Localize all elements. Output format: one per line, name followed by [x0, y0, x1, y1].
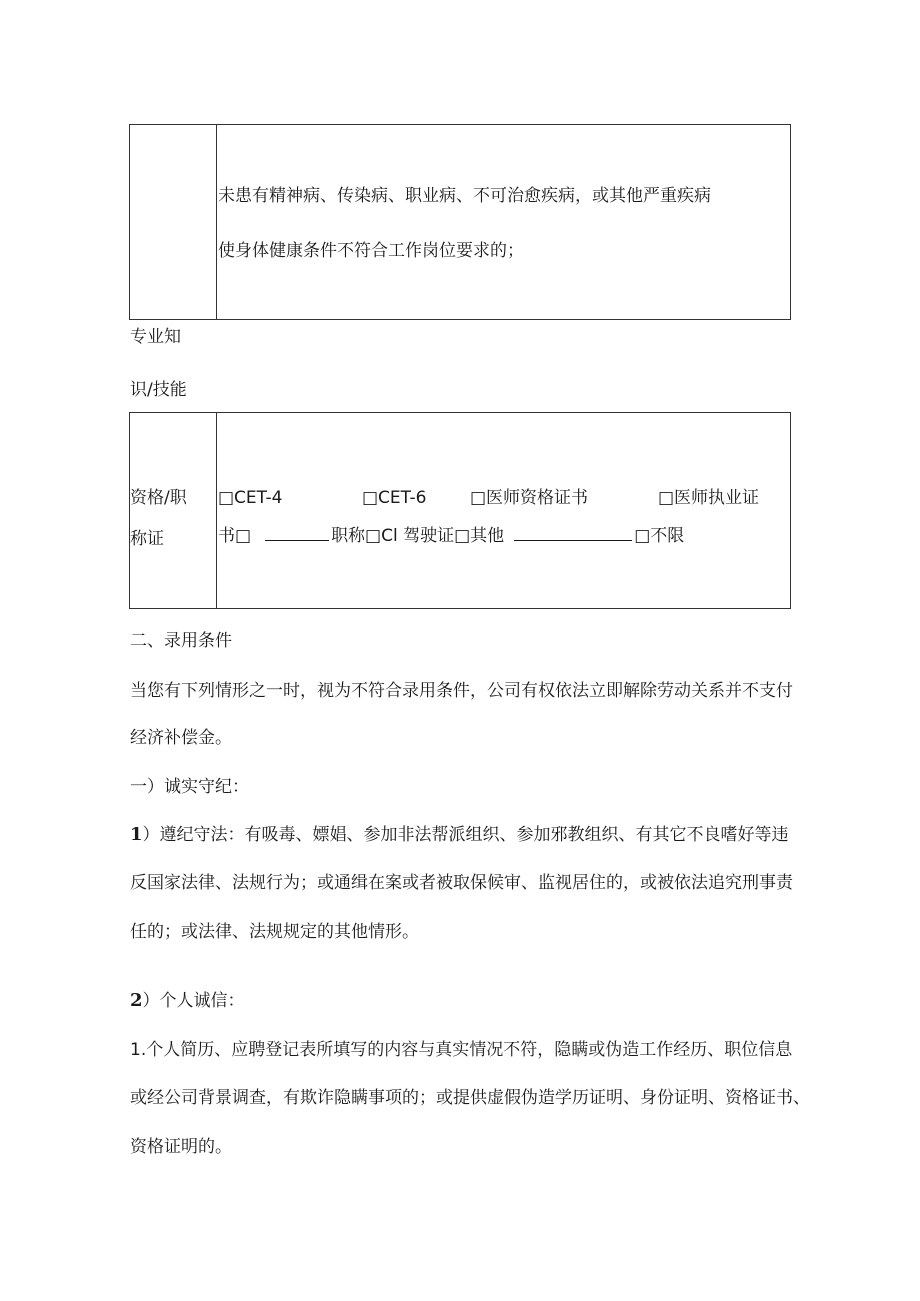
health-line-2: 使身体健康条件不符合工作岗位要求的； — [218, 241, 524, 261]
option-doctor-practice: □医师执业证 — [658, 488, 760, 508]
paragraph1-line-1: 1.个人简历、应聘登记表所填写的内容与真实情况不符，隐瞒或伪造工作经历、职位信息 — [130, 1040, 793, 1060]
certificate-row-2 — [218, 528, 684, 545]
paragraph1-line-2: 或经公司背景调查，有欺诈隐瞒事项的；或提供虚假伪造学历证明、身份证明、资格证书、 — [130, 1088, 810, 1108]
certificate-label-line-1: 资格/职 — [130, 488, 187, 508]
subheading-honesty: 一）诚实守纪： — [130, 777, 249, 797]
item1-line-3: 任的；或法律、法规规定的其他情形。 — [130, 922, 419, 942]
skills-label-line-2: 识/技能 — [130, 380, 187, 400]
health-table — [129, 124, 791, 320]
item2-number: 2 — [130, 990, 143, 1011]
health-table-divider — [216, 124, 217, 320]
health-line-1: 未患有精神病、传染病、职业病、不可治愈疾病，或其他严重疾病 — [218, 186, 711, 206]
item1-line-2: 反国家法律、法规行为；或通缉在案或者被取保候审、监视居住的，或被依法追究刑事责 — [130, 873, 793, 893]
row2-unlimited: □不限 — [634, 526, 685, 546]
row2-book-box: 书□ — [218, 526, 252, 546]
paragraph1-line-3: 资格证明的。 — [130, 1137, 232, 1157]
option-doctor-qualification: □医师资格证书 — [470, 488, 589, 508]
item1-line-1 — [130, 826, 789, 844]
certificate-table-divider — [216, 412, 217, 609]
section-heading: 二、录用条件 — [130, 631, 232, 651]
row2-title-license-other: 职称□Cl 驾驶证□其他 — [331, 526, 505, 546]
item1-number: 1 — [130, 824, 143, 845]
skills-label-line-1: 专业知 — [130, 327, 181, 347]
item2-line — [130, 992, 245, 1010]
intro-line-2: 经济补偿金。 — [130, 728, 232, 748]
option-cet4: □CET-4 — [218, 488, 283, 508]
certificate-label-line-2: 称证 — [130, 529, 164, 549]
option-cet6: □CET-6 — [362, 488, 427, 508]
item1-text: ）遵纪守法：有吸毒、嫖娼、参加非法帮派组织、参加邪教组织、有其它不良嗜好等违 — [142, 825, 789, 845]
blank-line-1 — [265, 539, 329, 541]
item2-text: ）个人诚信： — [142, 991, 245, 1011]
blank-line-2 — [514, 539, 632, 541]
certificate-table — [129, 412, 791, 609]
intro-line-1: 当您有下列情形之一时，视为不符合录用条件，公司有权依法立即解除劳动关系并不支付 — [130, 681, 793, 701]
